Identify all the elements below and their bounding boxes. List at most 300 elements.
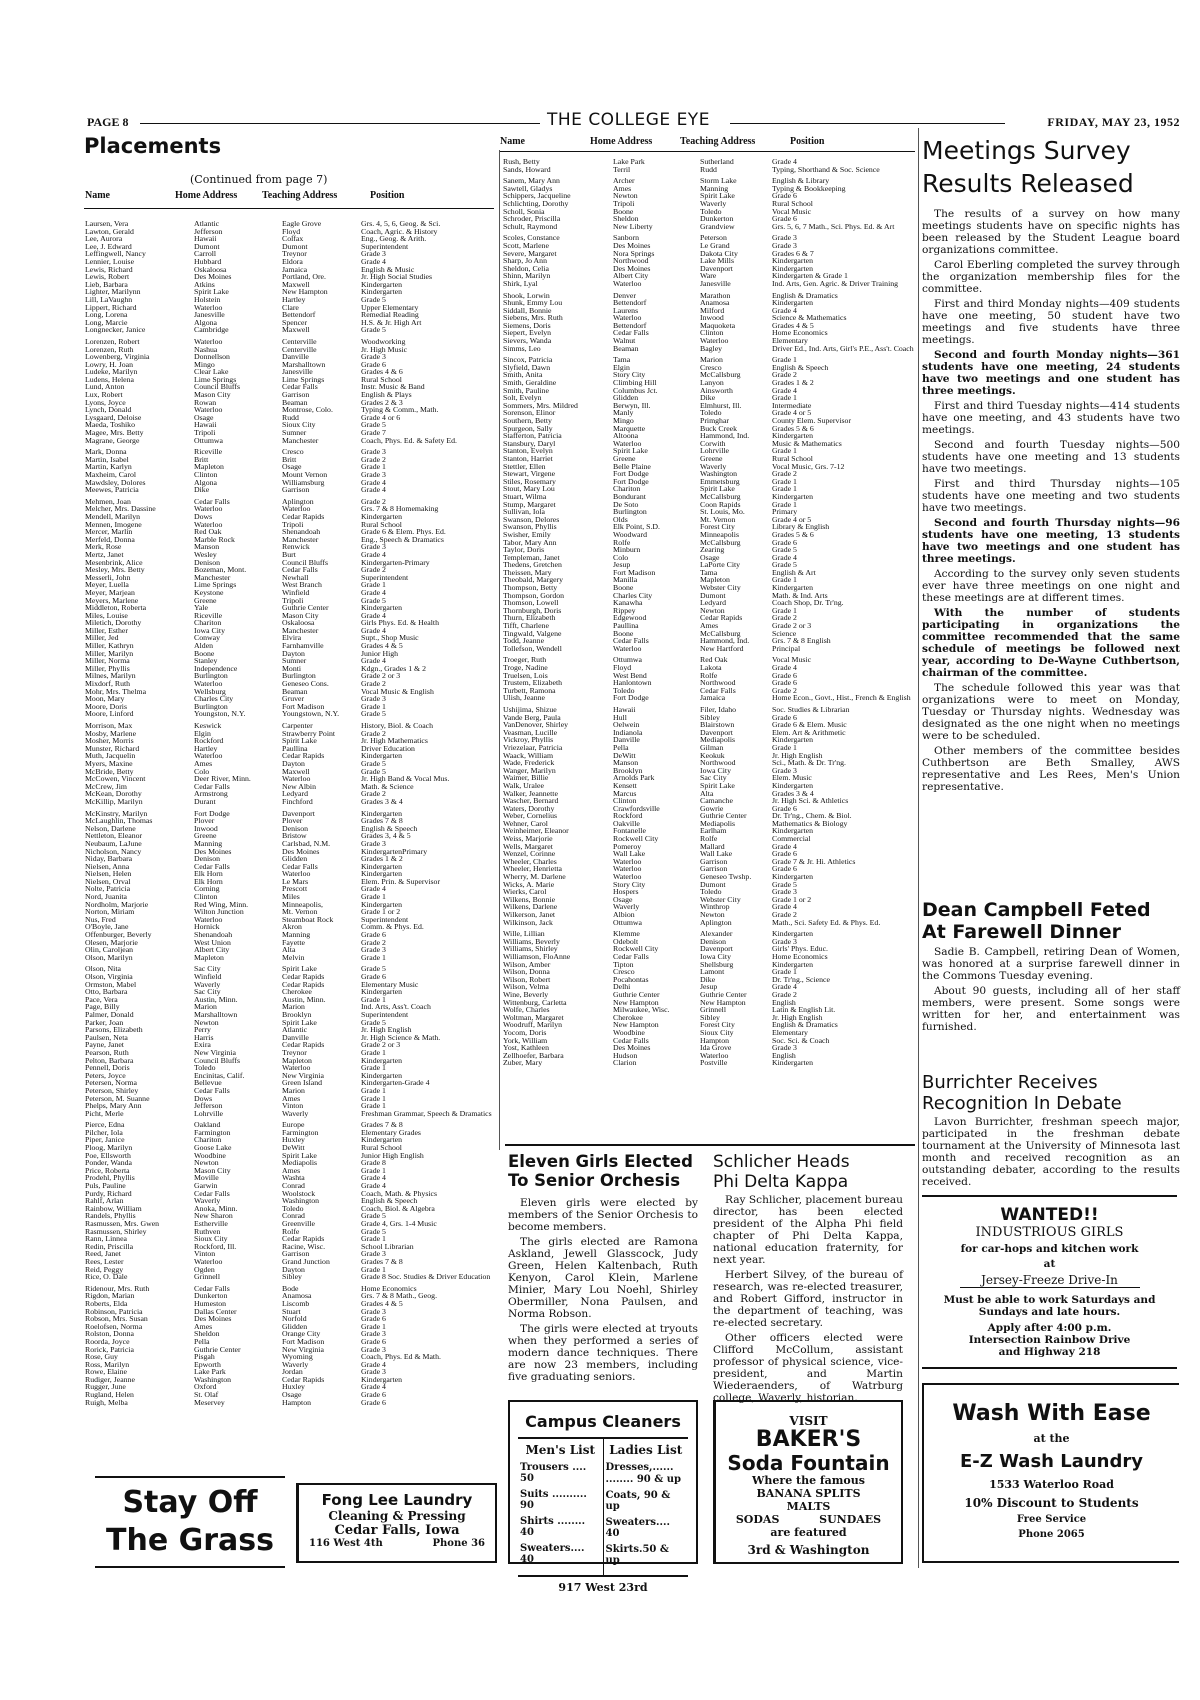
cell-home-address: Fontanelle <box>613 826 646 836</box>
cell-name: Leffingwell, Nancy <box>85 249 146 259</box>
cell-home-address: Waterloo <box>194 1256 223 1266</box>
cell-home-address: Waterloo <box>613 864 642 874</box>
cell-teaching-address: Mt. Vernon <box>282 907 318 917</box>
cell-position: Grade 1 <box>772 446 797 456</box>
cell-teaching-address: Council Bluffs <box>282 557 328 567</box>
cell-name: McKinstry, Marilyn <box>85 808 148 818</box>
cell-position: English & Music <box>361 264 415 274</box>
cell-teaching-address: DeWitt <box>282 1143 305 1153</box>
cell-name: Magrane, George <box>85 435 140 445</box>
cell-name: Rugger, June <box>85 1382 126 1392</box>
cell-teaching-address: Winthrop <box>700 902 730 912</box>
cell-home-address: Waverly <box>613 902 640 912</box>
cell-position: Grade 1 <box>772 499 797 509</box>
cell-teaching-address: Webster City <box>700 583 741 593</box>
cell-name: Siemens, Doris <box>503 320 551 330</box>
cell-home-address: Kanawha <box>613 598 643 608</box>
cell-name: Stettler, Ellen <box>503 461 546 471</box>
cell-teaching-address: Eagle Grove <box>282 219 322 228</box>
cell-teaching-address: Forest City <box>700 522 735 532</box>
cell-home-address: Fort Dodge <box>194 808 230 818</box>
cell-position: Grades 3, 4 & 5 <box>361 831 411 841</box>
cell-home-address: Hawaii <box>613 704 636 714</box>
cell-name: Stump, Margaret <box>503 499 556 509</box>
cell-home-address: Boone <box>613 206 634 216</box>
cell-home-address: Brooklyn <box>613 765 643 775</box>
cell-position: Grade 3 <box>361 542 386 552</box>
cell-position: Woodworking <box>361 336 406 346</box>
cell-home-address: Ottumwa <box>613 917 643 927</box>
cell-teaching-address: Ames <box>700 621 719 631</box>
cell-name: Rasmussen, Mrs. Gwen <box>85 1219 160 1228</box>
ad-campus-cleaners <box>508 1400 698 1594</box>
paragraph: Carol Eberling completed the survey through the organization membership files for the committee. <box>922 259 1180 295</box>
cell-name: Parker, Joan <box>85 1017 124 1027</box>
cell-teaching-address: Maxwell <box>282 279 310 289</box>
cell-teaching-address: Toledo <box>700 408 722 418</box>
cell-name: Stafferton, Patricia <box>503 431 562 441</box>
cell-teaching-address: Le Mars <box>282 876 309 886</box>
cell-teaching-address: New Albin <box>282 781 317 791</box>
cell-name: Wierks, Carol <box>503 887 547 897</box>
cell-teaching-address: New Virginia <box>282 1344 324 1354</box>
continued-note: (Continued from page 7) <box>190 173 328 186</box>
cell-home-address: Kensett <box>613 780 637 790</box>
cell-home-address: Plover <box>194 816 215 826</box>
cell-teaching-address: Janesville <box>700 278 731 288</box>
cell-position: Primary <box>772 507 798 517</box>
cell-home-address: Terril <box>613 164 631 174</box>
cell-name: Ushijima, Shizue <box>503 704 557 714</box>
cell-name: Simms, Leo <box>503 343 541 353</box>
cell-name: Wilson, Donna <box>503 967 550 977</box>
cell-name: Waters, Dorothy <box>503 803 555 813</box>
cell-teaching-address: Dunkerton <box>700 214 734 224</box>
cell-name: Page, Billy <box>85 1002 120 1012</box>
masthead <box>80 112 1190 132</box>
cell-position: Kindergarten-Primary <box>361 557 430 567</box>
cell-home-address: Indianola <box>613 727 643 737</box>
cell-home-address: Algona <box>194 477 217 487</box>
cell-name: Mercer, Marlin <box>85 527 133 537</box>
cell-position: Elementary Music <box>361 979 419 989</box>
cell-teaching-address: Primghar <box>700 416 730 425</box>
table-group <box>85 338 495 444</box>
cell-teaching-address: Sutherland <box>700 157 734 166</box>
cell-position: Grade 2 <box>361 728 386 738</box>
cell-position: Grade 1 <box>361 1165 386 1175</box>
table-row <box>85 437 495 445</box>
cell-position: Grade 2 <box>361 496 386 506</box>
cell-home-address: Pisgah <box>194 1352 215 1362</box>
cell-teaching-address: Dumont <box>700 590 726 600</box>
cell-name: Smith, Geraldine <box>503 378 557 388</box>
cell-home-address: Klemme <box>613 929 640 939</box>
cell-position: Grade 2 <box>772 910 797 919</box>
cell-teaching-address: Waverly <box>700 461 727 471</box>
cell-position: Rural School <box>361 519 402 529</box>
article-schlicher <box>713 1153 903 1407</box>
cell-home-address: Waterloo <box>194 336 223 346</box>
cell-name: Mesley, Mrs. Betty <box>85 565 145 575</box>
table-group <box>503 706 915 926</box>
cell-home-address: Tama <box>613 355 631 365</box>
column-rule <box>918 128 919 1568</box>
cell-name: Reid, Peggy <box>85 1264 124 1274</box>
cell-position: Grade 6 & Elem. Phys. Ed. <box>361 527 446 537</box>
cell-teaching-address: Sumner <box>282 428 307 438</box>
cell-name: Stiles, Rosemary <box>503 476 556 486</box>
cell-name: Scott, Marlene <box>503 240 549 250</box>
cell-teaching-address: Prescott <box>282 884 308 894</box>
ad-title: Wash With Ease <box>952 1401 1151 1426</box>
cell-home-address: Bondurant <box>613 491 646 501</box>
cell-position: Grade 6 <box>772 712 797 722</box>
cell-teaching-address: Grand Junction <box>282 1256 330 1266</box>
cell-teaching-address: Cedar Rapids <box>282 979 325 989</box>
cell-position: Kindergarten <box>361 899 402 909</box>
cell-teaching-address: Newhall <box>282 572 309 582</box>
cell-teaching-address: Eldora <box>282 256 303 266</box>
col-position: Position <box>370 190 405 201</box>
cell-position: Grade 5 <box>361 964 386 974</box>
cell-home-address: Ruthven <box>194 1226 221 1236</box>
cell-teaching-address: Carpenter <box>282 721 313 730</box>
cell-home-address: Algona <box>194 317 217 327</box>
cell-teaching-address: Alexander <box>700 929 733 939</box>
cell-home-address: Climbing Hill <box>613 378 657 388</box>
cell-teaching-address: Ledyard <box>700 598 726 608</box>
cell-name: Rorick, Patricia <box>85 1344 134 1354</box>
ad-line: are featured <box>770 1526 847 1539</box>
mens-list <box>518 1439 603 1575</box>
cell-teaching-address: Guthrie Center <box>282 603 329 613</box>
col-name: Name <box>85 190 110 201</box>
cell-name: Nelson, Darlene <box>85 823 136 833</box>
cell-position: Eng., Speech & Dramatics <box>361 534 444 544</box>
cell-home-address: Cedar Falls <box>194 781 230 791</box>
cell-position: Grade 2 <box>361 789 386 799</box>
cell-name: Merk, Rose <box>85 542 122 552</box>
cell-position: Rural School <box>361 374 402 384</box>
cell-name: Vande Berg, Paula <box>503 712 561 722</box>
cell-teaching-address: Mediapolis <box>700 818 736 828</box>
cell-name: Troeger, Ruth <box>503 655 547 665</box>
cell-position: Grades 1 & 2 <box>772 378 814 388</box>
cell-home-address: Belle Plaine <box>613 461 651 471</box>
cell-position: Junior High English <box>361 1150 424 1160</box>
cell-home-address: Waterloo <box>194 405 223 415</box>
cell-home-address: Council Bluffs <box>194 1055 240 1065</box>
cell-name: Meewes, Patricia <box>85 485 139 495</box>
cell-name: Niday, Barbara <box>85 854 133 864</box>
price-item: Skirts.50 & up <box>605 1544 669 1566</box>
cell-teaching-address: Shellsburg <box>700 959 734 969</box>
cell-teaching-address: Elmhurst, Ill. <box>700 400 742 410</box>
cell-home-address: Waverly <box>194 979 221 989</box>
cell-name: Wilson, Robert <box>503 974 551 984</box>
cell-position: School Librarian <box>361 1241 414 1251</box>
cell-home-address: Dunkerton <box>194 1291 228 1301</box>
cell-name: Ludeke, Marilyn <box>85 367 138 377</box>
cell-position: Kindergarten <box>772 735 813 745</box>
cell-position: English & Plays <box>361 390 412 400</box>
table-row <box>85 710 495 718</box>
cell-teaching-address: Geneseo Twshp. <box>700 872 752 882</box>
cell-position: Grade 2 <box>772 613 797 623</box>
cell-position: Home Economics <box>772 951 828 961</box>
cell-name: Siebens, Mrs. Ruth <box>503 313 563 323</box>
cell-position: Kindergarten <box>361 861 402 871</box>
cell-teaching-address: Toledo <box>282 1203 304 1213</box>
cell-teaching-address: Minneapolis <box>700 529 739 539</box>
cell-name: Neubaum, LaJune <box>85 838 142 848</box>
cell-teaching-address: Des Moines <box>282 846 320 856</box>
cell-name: Lynch, Donald <box>85 405 132 415</box>
cell-position: Grades 3 & 4 <box>772 788 814 798</box>
cell-position: Grade 6 <box>772 214 797 224</box>
cell-teaching-address: Postville <box>700 1058 728 1068</box>
price-item: Sweaters.... 40 <box>605 1517 670 1539</box>
cell-name: Wehner, Carol <box>503 818 548 828</box>
cell-name: Shinn, Marilyn <box>503 271 551 281</box>
cell-home-address: Sanborn <box>613 233 639 243</box>
cell-position: Grade 7 <box>361 428 386 438</box>
headline-line: To Senior Orchesis <box>508 1170 681 1190</box>
cell-teaching-address: Anamosa <box>282 1291 312 1301</box>
cell-home-address: Marquette <box>613 423 646 433</box>
ad-title: Fong Lee Laundry <box>321 1491 473 1509</box>
cell-position: Grade 6 <box>361 1390 386 1400</box>
cell-teaching-address: New Virginia <box>282 1070 324 1080</box>
cell-teaching-address: Rolfe <box>282 1226 300 1236</box>
cell-teaching-address: Akron <box>282 922 302 932</box>
cell-position: Grade 1 <box>772 476 797 486</box>
cell-position: Grade 3 <box>361 1367 386 1377</box>
cell-position: Typing, Shorthand & Soc. Science <box>772 164 880 174</box>
cell-teaching-address: Buck Creek <box>700 423 738 433</box>
cell-position: Grade 5 <box>361 758 386 768</box>
cell-home-address: Des Moines <box>613 1043 651 1053</box>
cell-home-address: Rockford, Ill. <box>194 1241 237 1251</box>
cell-home-address: Berwyn, Ill. <box>613 400 651 410</box>
cell-teaching-address: Blairstown <box>700 720 735 730</box>
cell-name: Weinheimer, Eleanor <box>503 826 569 836</box>
cell-teaching-address: Inwood <box>700 313 724 323</box>
cell-teaching-address: Maxwell <box>282 766 310 776</box>
cell-home-address: Beaman <box>613 343 639 353</box>
cell-position: Grade 4 <box>772 982 797 992</box>
cell-name: Ormston, Mabel <box>85 979 137 989</box>
cell-name: Mixdorf, Ruth <box>85 679 131 689</box>
cell-teaching-address: Denison <box>282 823 308 833</box>
ad-line: Cleaning & Pressing <box>328 1509 466 1523</box>
cell-name: Wherry, M. Darlene <box>503 872 566 882</box>
cell-name: Miles, Louise <box>85 610 128 620</box>
cell-teaching-address: Waterloo <box>282 504 311 514</box>
paragraph: About 90 guests, including all of her staff members, were present. Some songs were written for her, and entertainment was furnished. <box>922 984 1180 1033</box>
cell-teaching-address: Anamosa <box>700 298 730 308</box>
cell-name: Siddall, Bonnie <box>503 305 552 315</box>
cell-home-address: Denison <box>194 557 220 567</box>
cell-teaching-address: Guthrie Center <box>700 811 747 821</box>
cell-position: Superintendent <box>361 1009 409 1019</box>
headline-line: Dean Campbell Feted <box>922 899 1151 921</box>
cell-teaching-address: Montrose, Colo. <box>282 405 333 415</box>
cell-teaching-address: Garrison <box>282 390 310 400</box>
cell-position: Kindergarten <box>772 780 813 790</box>
cell-name: Templeman, Janet <box>503 552 560 562</box>
cell-teaching-address: Melvin <box>282 952 305 962</box>
cell-home-address: Hull <box>613 712 627 722</box>
cell-name: Williams, Shirley <box>503 944 558 954</box>
ad-stay-off-grass <box>95 1476 285 1568</box>
cell-name: Prodehl, Phyllis <box>85 1173 135 1183</box>
cell-teaching-address: Gilman <box>700 742 724 752</box>
cell-teaching-address: Denison <box>700 936 726 946</box>
cell-teaching-address: Fayette <box>282 937 305 947</box>
cell-position: Grade 4, Grs. 1-4 Music <box>361 1219 437 1228</box>
cell-name: Ross, Marilyn <box>85 1359 130 1369</box>
cell-teaching-address: Sibley <box>282 1272 302 1282</box>
cell-home-address: Oskaloosa <box>194 264 227 274</box>
cell-home-address: Meservey <box>194 1397 225 1407</box>
cell-teaching-address: Marion <box>282 1002 305 1012</box>
cell-name: Peterson, Shirley <box>85 1085 139 1095</box>
cell-position: Girls Phys. Ed. & Health <box>361 618 439 628</box>
paragraph: Second and fourth Tuesday nights—500 students have one meeting and 13 students have two meetings. <box>922 439 1180 475</box>
cell-home-address: Clarion <box>613 1058 637 1068</box>
cell-home-address: Ames <box>613 183 632 193</box>
cell-teaching-address: Cherokee <box>282 987 312 997</box>
cell-name: Thompson, Gordon <box>503 590 565 600</box>
cell-home-address: Denver <box>613 290 636 300</box>
cell-teaching-address: Cedar Rapids <box>282 751 325 761</box>
cell-position: Grade 3 <box>772 936 797 946</box>
cell-position: Jr. High English <box>361 1025 412 1035</box>
paragraph: Eleven girls were elected by members of the Senior Orchesis to become members. <box>508 1196 698 1233</box>
cell-position: Grade 3 <box>361 1306 386 1316</box>
cell-name: Roberts, Elda <box>85 1298 128 1308</box>
cell-name: Randels, Phyllis <box>85 1211 136 1221</box>
cell-home-address: Ottumwa <box>613 655 643 665</box>
cell-position: Grades 2 & 3 <box>361 397 403 407</box>
cell-teaching-address: Fort Madison <box>282 701 325 711</box>
cell-teaching-address: Osage <box>282 1390 302 1400</box>
cell-teaching-address: Filer, Idaho <box>700 704 737 714</box>
cell-name: Walker, Jeannette <box>503 788 558 798</box>
cell-teaching-address: Tripoli <box>282 595 304 605</box>
cell-teaching-address: Earlham <box>700 826 727 836</box>
ad-line: SODAS <box>735 1513 780 1526</box>
cell-position: Grade 5 <box>361 1017 386 1027</box>
cell-home-address: Fort Madison <box>613 567 656 577</box>
cell-home-address: Cedar Falls <box>613 951 649 961</box>
cell-teaching-address: Portland, Ore. <box>282 272 326 282</box>
list-heading: Ladies List <box>609 1443 683 1457</box>
cell-name: Nielsen, Anna <box>85 861 130 871</box>
cell-position: Grade 4 <box>772 663 797 672</box>
cell-name: Puls, Pauline <box>85 1181 126 1191</box>
cell-name: Pace, Vera <box>85 994 118 1004</box>
cell-teaching-address: Maquoketa <box>700 320 736 330</box>
cell-position: Grade 3 <box>361 694 386 704</box>
cell-name: Lund, Anton <box>85 382 125 392</box>
cell-name: Melcher, Mrs. Dassine <box>85 504 156 514</box>
cell-teaching-address: Aplington <box>282 496 314 506</box>
cell-home-address: Greene <box>194 595 217 605</box>
cell-home-address: Goose Lake <box>194 1143 232 1153</box>
cell-home-address: Albion <box>613 910 635 919</box>
cell-position: Typing & Comm., Math. <box>361 405 439 415</box>
cell-home-address: Elgin <box>613 362 630 372</box>
cell-teaching-address: Huxley <box>282 1135 305 1145</box>
paragraph: The results of a survey on how many meetings students have on specific nights has been released by the Student League board organizations committee. <box>922 208 1180 256</box>
cell-teaching-address: Aplington <box>700 917 732 927</box>
cell-home-address: Lohrville <box>194 1108 224 1118</box>
cell-teaching-address: Osage <box>700 552 720 562</box>
paragraph: The girls elected are Ramona Askland, Jewell Glasscock, Judy Green, Helen Kaltenbach, Ruth Kenyon, Carol Klein, Marlene Minier, Mary Lou Noehl, Shirley Obermiller, Nona Paulsen, and Norma Robson. <box>508 1235 698 1320</box>
cell-position: Coach, Biol. & Algebra <box>361 1203 435 1213</box>
cell-position: Upper Elementary <box>361 302 419 312</box>
cell-home-address: Lake Park <box>194 1367 226 1377</box>
cell-teaching-address: LaPorte City <box>700 560 741 570</box>
table-row <box>85 1273 495 1281</box>
cell-home-address: Guthrie Center <box>613 989 660 999</box>
ad-line: Cedar Falls, Iowa <box>334 1523 460 1538</box>
cell-home-address: Marcus <box>613 788 637 798</box>
cell-position: Grade 6 <box>772 864 797 874</box>
cell-position: Vocal Music & English <box>361 686 434 696</box>
cell-position: Grade 1 <box>361 1321 386 1331</box>
price-item: Coats, 90 & up <box>605 1490 671 1512</box>
table-row <box>503 1059 915 1067</box>
ad-phone: Phone 36 <box>432 1538 485 1549</box>
cell-position: Science & Mathematics <box>772 313 847 323</box>
cell-name: Swisher, Emily <box>503 529 551 539</box>
cell-teaching-address: Norfold <box>282 1314 307 1324</box>
ad-line: Free Service <box>1016 1514 1087 1525</box>
cell-position: Grade 1 <box>361 1047 386 1057</box>
headline <box>508 1153 698 1191</box>
cell-teaching-address: Britt <box>282 454 297 464</box>
cell-teaching-address: Waterloo <box>282 774 311 784</box>
cell-name: Nord, Juanita <box>85 892 128 902</box>
ad-line: and Highway 218 <box>998 1346 1101 1358</box>
cell-teaching-address: St. Louis, Mo. <box>700 507 745 517</box>
cell-teaching-address: Shenandoah <box>282 527 321 537</box>
cell-name: McCrew, Jim <box>85 781 127 791</box>
article-dean-campbell <box>922 900 1180 1036</box>
cell-teaching-address: Floyd <box>282 226 301 236</box>
cell-teaching-address: Garrison <box>700 864 728 874</box>
cell-name: Theobald, Margery <box>503 575 564 585</box>
cell-name: Waimer, Billie <box>503 773 549 783</box>
cell-home-address: Dumont <box>194 241 220 251</box>
cell-home-address: Boone <box>194 648 215 658</box>
headline-line: Eleven Girls Elected <box>508 1152 693 1171</box>
cell-teaching-address: Miles <box>282 892 300 902</box>
cell-teaching-address: Sac City <box>700 773 727 783</box>
cell-teaching-address: Northwood <box>700 758 736 768</box>
ad-address: 3rd & Washington <box>747 1543 870 1557</box>
cell-name: Solt, Evelyn <box>503 393 542 403</box>
ad-line: Intersection Rainbow Drive <box>968 1334 1131 1346</box>
cell-home-address: Encinitas, Calif. <box>194 1070 245 1080</box>
cell-teaching-address: Sumner <box>282 656 307 666</box>
cell-name: Schroder, Priscilla <box>503 214 561 224</box>
cell-home-address: Pocahontas <box>613 974 649 984</box>
